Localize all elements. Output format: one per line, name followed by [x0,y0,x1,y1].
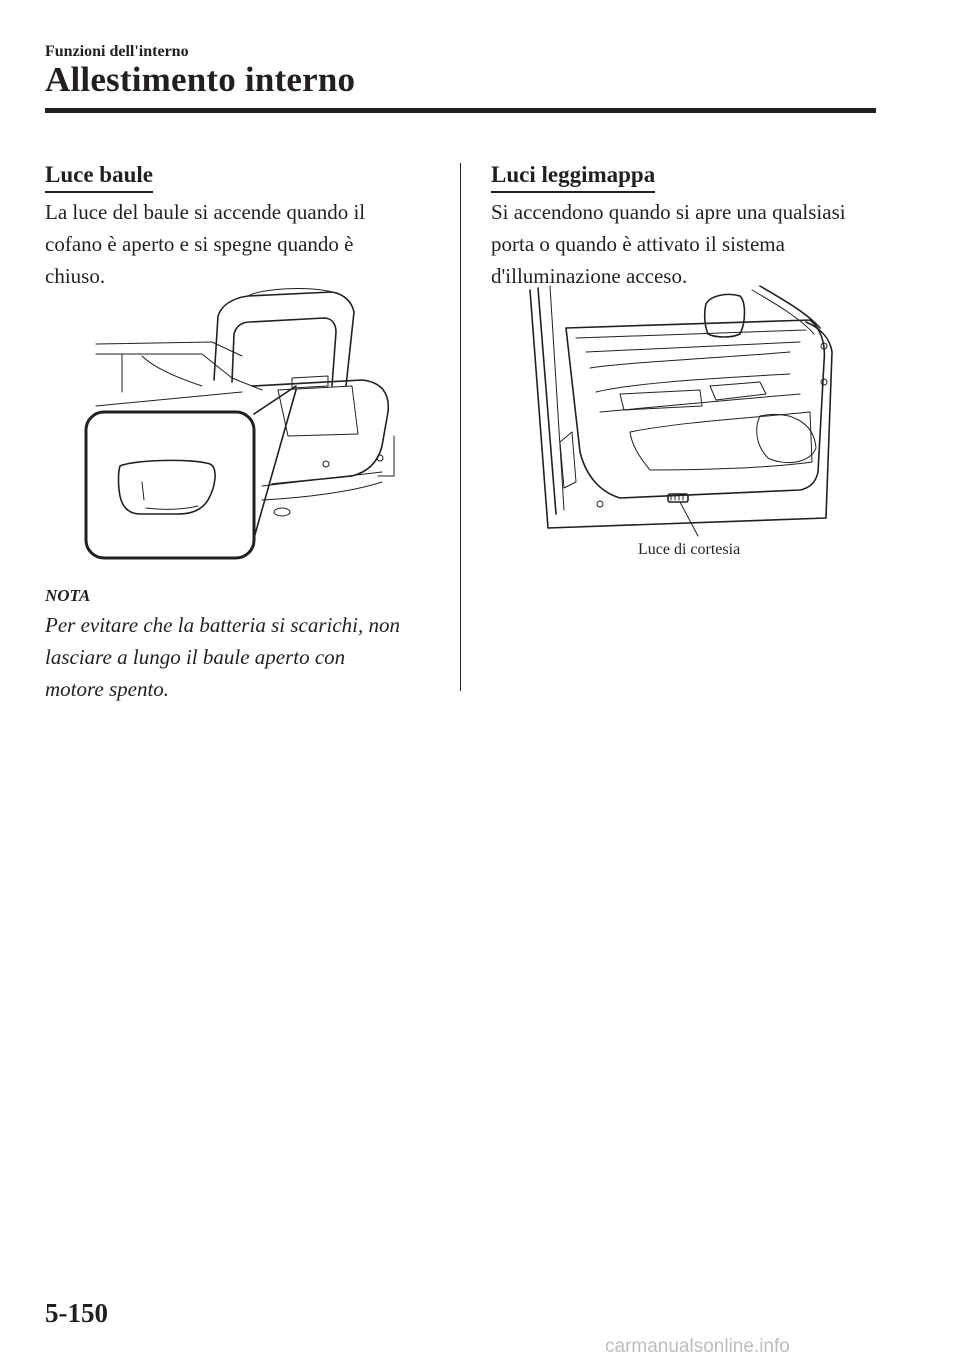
text-line: Per evitare che la batteria si scarichi, non [45,613,400,637]
map-light-heading: Luci leggimappa [491,162,655,193]
text-line: cofano è aperto e si spegne quando è [45,232,354,256]
section-label: Funzioni dell'interno [45,43,189,60]
trunk-light-illustration [82,286,397,562]
note-label: NOTA [45,586,91,605]
text-line: d'illuminazione acceso. [491,264,688,288]
text-line: porta o quando è attivato il sistema [491,232,785,256]
note-text [45,609,445,705]
courtesy-light-illustration [520,282,840,538]
trunk-light-heading: Luce baule [45,162,153,193]
courtesy-light-caption: Luce di cortesia [638,541,741,558]
map-light-description [491,196,911,292]
text-line: chiuso. [45,264,106,288]
text-line: motore spento. [45,677,170,701]
text-line: Si accendono quando si apre una qualsiasi [491,200,846,224]
trunk-light-description [45,196,445,292]
page-number: 5-150 [45,1298,108,1328]
header-rule [45,108,876,113]
watermark: carmanualsonline.info [605,1336,790,1357]
text-line: La luce del baule si accende quando il [45,200,366,224]
chapter-title: Allestimento interno [45,60,356,99]
column-divider [460,163,461,691]
text-line: lasciare a lungo il baule aperto con [45,645,346,669]
